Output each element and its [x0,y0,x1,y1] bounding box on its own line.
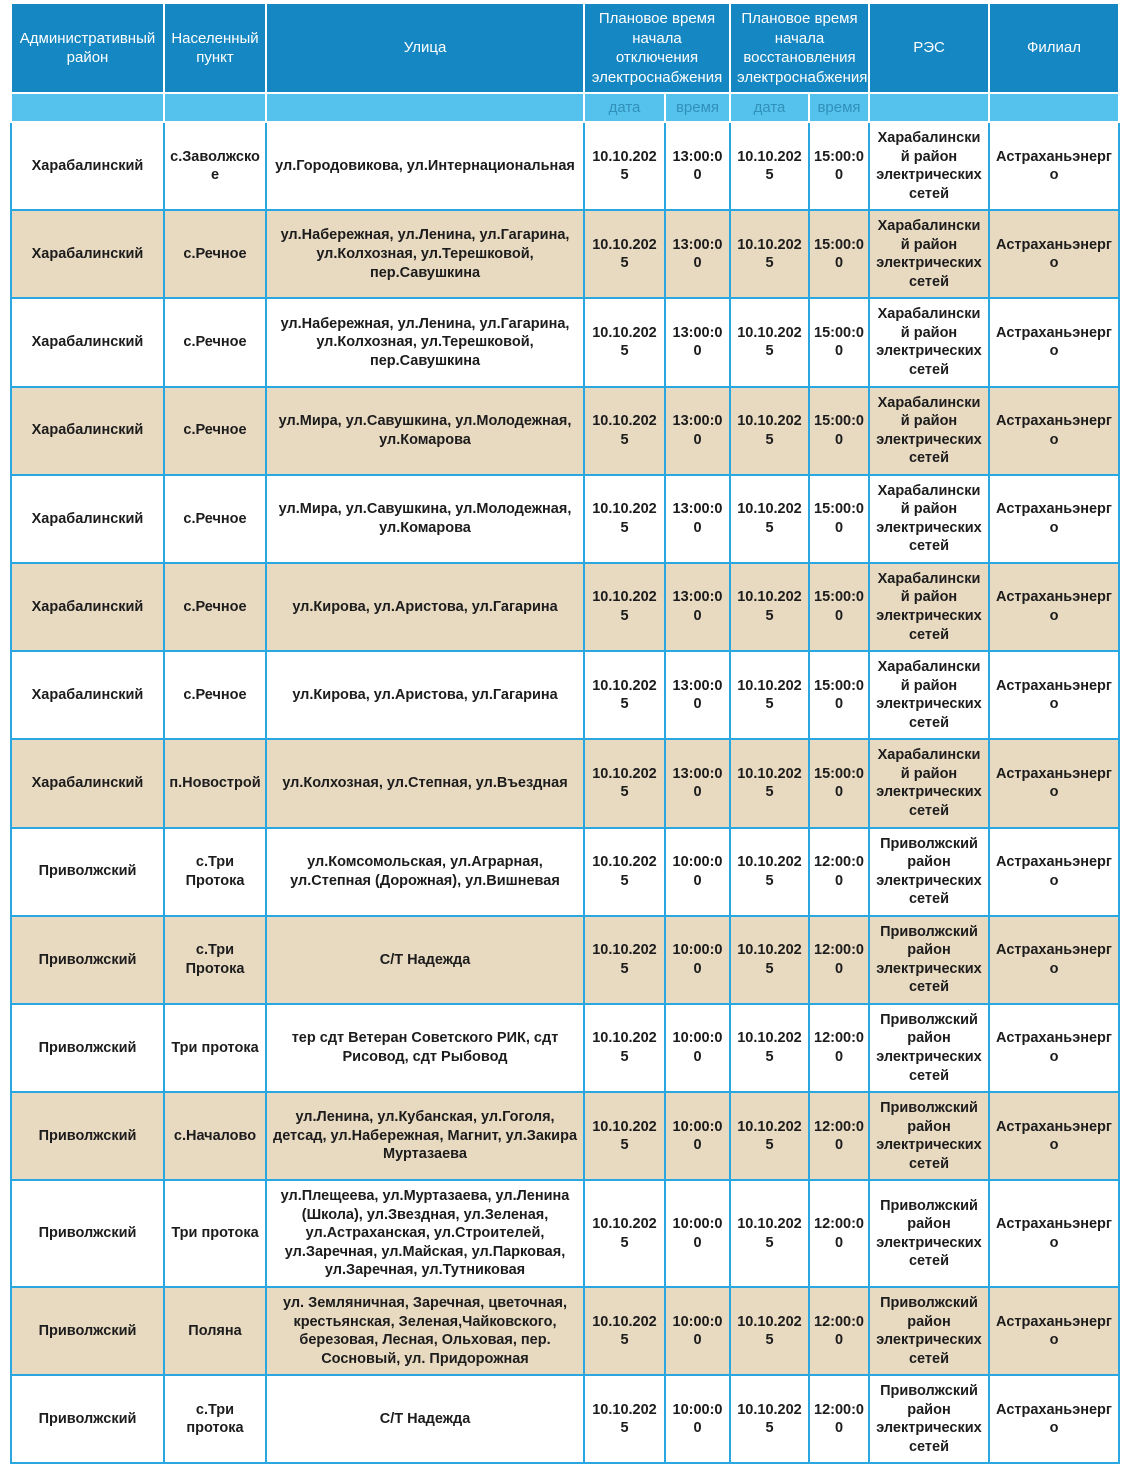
cell-streets: ул.Городовикова, ул.Интернациональная [266,122,584,210]
outage-schedule-table [10,2,1120,1464]
cell-admin-district: Харабалинский [11,387,164,475]
cell-outage-date: 10.10.2025 [584,387,665,475]
cell-settlement: с.Речное [164,387,266,475]
header-branch: Филиал [989,3,1119,93]
cell-outage-date: 10.10.2025 [584,210,665,298]
cell-res: Харабалинский район электрических сетей [869,298,989,386]
cell-outage-time: 13:00:00 [665,651,730,739]
cell-branch: Астраханьэнерго [989,387,1119,475]
cell-outage-date: 10.10.2025 [584,828,665,916]
cell-outage-date: 10.10.2025 [584,1287,665,1375]
cell-branch: Астраханьэнерго [989,651,1119,739]
cell-branch: Астраханьэнерго [989,1287,1119,1375]
cell-outage-time: 13:00:00 [665,387,730,475]
table-row [11,1375,1119,1463]
cell-outage-date: 10.10.2025 [584,475,665,563]
cell-admin-district: Приволжский [11,1180,164,1287]
cell-restore-time: 12:00:00 [809,916,869,1004]
cell-restore-date: 10.10.2025 [730,1004,809,1092]
cell-restore-date: 10.10.2025 [730,298,809,386]
cell-streets: ул.Ленина, ул.Кубанская, ул.Гоголя, детсад, ул.Набережная, Магнит, ул.Закира Муртазаева [266,1092,584,1180]
table-row [11,828,1119,916]
header-row-main [11,3,1119,93]
cell-outage-date: 10.10.2025 [584,651,665,739]
cell-outage-date: 10.10.2025 [584,916,665,1004]
cell-branch: Астраханьэнерго [989,122,1119,210]
cell-streets: тер сдт Ветеран Советского РИК, сдт Рисовод, сдт Рыбовод [266,1004,584,1092]
cell-settlement: с.Началово [164,1092,266,1180]
cell-settlement: с.Речное [164,563,266,651]
cell-settlement: с.Три Протока [164,916,266,1004]
cell-outage-time: 10:00:00 [665,1004,730,1092]
subheader-empty-res [869,93,989,122]
cell-outage-date: 10.10.2025 [584,739,665,827]
table-row [11,1180,1119,1287]
cell-streets: ул.Набережная, ул.Ленина, ул.Гагарина, ул.Колхозная, ул.Терешковой, пер.Савушкина [266,298,584,386]
cell-branch: Астраханьэнерго [989,475,1119,563]
cell-restore-time: 15:00:00 [809,475,869,563]
table-row [11,1092,1119,1180]
cell-streets: С/Т Надежда [266,916,584,1004]
cell-restore-date: 10.10.2025 [730,1092,809,1180]
cell-streets: ул.Набережная, ул.Ленина, ул.Гагарина, ул.Колхозная, ул.Терешковой, пер.Савушкина [266,210,584,298]
cell-restore-time: 12:00:00 [809,1180,869,1287]
cell-streets: ул.Плещеева, ул.Муртазаева, ул.Ленина (Школа), ул.Звездная, ул.Зеленая, ул.Астраханская, ул.Строителей, ул.Заречная, ул.Майская, ул.Парковая, ул.Заречная, ул.Тутниковая [266,1180,584,1287]
cell-outage-time: 10:00:00 [665,1375,730,1463]
cell-branch: Астраханьэнерго [989,1180,1119,1287]
cell-streets: ул.Кирова, ул.Аристова, ул.Гагарина [266,563,584,651]
cell-restore-time: 15:00:00 [809,651,869,739]
cell-restore-date: 10.10.2025 [730,387,809,475]
cell-branch: Астраханьэнерго [989,739,1119,827]
cell-branch: Астраханьэнерго [989,298,1119,386]
cell-res: Харабалинский район электрических сетей [869,475,989,563]
cell-settlement: с.Три протока [164,1375,266,1463]
cell-restore-time: 15:00:00 [809,298,869,386]
cell-restore-time: 15:00:00 [809,210,869,298]
cell-outage-time: 10:00:00 [665,1287,730,1375]
cell-settlement: Три протока [164,1004,266,1092]
cell-admin-district: Харабалинский [11,739,164,827]
cell-admin-district: Приволжский [11,916,164,1004]
cell-settlement: с.Речное [164,651,266,739]
cell-restore-date: 10.10.2025 [730,122,809,210]
cell-restore-date: 10.10.2025 [730,739,809,827]
cell-admin-district: Харабалинский [11,122,164,210]
cell-streets: ул.Кирова, ул.Аристова, ул.Гагарина [266,651,584,739]
header-res: РЭС [869,3,989,93]
table-row [11,298,1119,386]
cell-admin-district: Приволжский [11,828,164,916]
cell-res: Харабалинский район электрических сетей [869,122,989,210]
cell-restore-date: 10.10.2025 [730,651,809,739]
subheader-restore-time: время [809,93,869,122]
subheader-empty-settlement [164,93,266,122]
cell-admin-district: Приволжский [11,1092,164,1180]
cell-restore-date: 10.10.2025 [730,563,809,651]
cell-res: Приволжский район электрических сетей [869,1375,989,1463]
cell-res: Приволжский район электрических сетей [869,916,989,1004]
cell-outage-date: 10.10.2025 [584,1092,665,1180]
subheader-outage-date: дата [584,93,665,122]
cell-streets: ул. Земляничная, Заречная, цветочная, крестьянская, Зеленая,Чайковского, березовая, Лесная, Ольховая, пер. Сосновый, ул. Придорожная [266,1287,584,1375]
cell-admin-district: Харабалинский [11,563,164,651]
cell-res: Харабалинский район электрических сетей [869,563,989,651]
cell-outage-date: 10.10.2025 [584,1375,665,1463]
cell-res: Харабалинский район электрических сетей [869,739,989,827]
cell-streets: С/Т Надежда [266,1375,584,1463]
cell-res: Приволжский район электрических сетей [869,1180,989,1287]
header-street: Улица [266,3,584,93]
cell-outage-time: 13:00:00 [665,739,730,827]
cell-restore-date: 10.10.2025 [730,916,809,1004]
table-row [11,563,1119,651]
cell-outage-time: 10:00:00 [665,1180,730,1287]
cell-outage-time: 13:00:00 [665,298,730,386]
cell-restore-date: 10.10.2025 [730,1180,809,1287]
table-row [11,475,1119,563]
header-row-sub [11,93,1119,122]
cell-streets: ул.Комсомольская, ул.Аграрная, ул.Степная (Дорожная), ул.Вишневая [266,828,584,916]
cell-restore-date: 10.10.2025 [730,828,809,916]
cell-streets: ул.Мира, ул.Савушкина, ул.Молодежная, ул.Комарова [266,475,584,563]
cell-settlement: с.Речное [164,475,266,563]
cell-restore-date: 10.10.2025 [730,210,809,298]
cell-restore-time: 12:00:00 [809,828,869,916]
table-body [11,122,1119,1463]
cell-admin-district: Харабалинский [11,210,164,298]
table-header [11,3,1119,122]
cell-admin-district: Приволжский [11,1287,164,1375]
table-row [11,739,1119,827]
table-row [11,210,1119,298]
cell-settlement: Поляна [164,1287,266,1375]
cell-admin-district: Харабалинский [11,298,164,386]
cell-restore-time: 15:00:00 [809,387,869,475]
cell-admin-district: Харабалинский [11,651,164,739]
cell-outage-date: 10.10.2025 [584,563,665,651]
cell-res: Приволжский район электрических сетей [869,828,989,916]
cell-branch: Астраханьэнерго [989,563,1119,651]
cell-outage-time: 13:00:00 [665,563,730,651]
cell-outage-time: 10:00:00 [665,1092,730,1180]
cell-outage-time: 13:00:00 [665,475,730,563]
cell-restore-date: 10.10.2025 [730,1375,809,1463]
table-row [11,1287,1119,1375]
header-admin-district: Административный район [11,3,164,93]
cell-streets: ул.Мира, ул.Савушкина, ул.Молодежная, ул.Комарова [266,387,584,475]
cell-settlement: с.Три Протока [164,828,266,916]
cell-outage-time: 10:00:00 [665,828,730,916]
cell-admin-district: Харабалинский [11,475,164,563]
cell-res: Харабалинский район электрических сетей [869,387,989,475]
cell-res: Харабалинский район электрических сетей [869,210,989,298]
cell-branch: Астраханьэнерго [989,1092,1119,1180]
cell-admin-district: Приволжский [11,1004,164,1092]
cell-streets: ул.Колхозная, ул.Степная, ул.Въездная [266,739,584,827]
cell-restore-time: 15:00:00 [809,122,869,210]
header-settlement: Населенный пункт [164,3,266,93]
table-row [11,122,1119,210]
subheader-outage-time: время [665,93,730,122]
cell-branch: Астраханьэнерго [989,1004,1119,1092]
table-row [11,1004,1119,1092]
cell-restore-time: 12:00:00 [809,1375,869,1463]
cell-restore-time: 12:00:00 [809,1287,869,1375]
cell-outage-date: 10.10.2025 [584,1004,665,1092]
cell-outage-time: 13:00:00 [665,122,730,210]
cell-outage-time: 10:00:00 [665,916,730,1004]
cell-restore-time: 15:00:00 [809,563,869,651]
subheader-restore-date: дата [730,93,809,122]
cell-branch: Астраханьэнерго [989,828,1119,916]
cell-restore-time: 12:00:00 [809,1092,869,1180]
cell-restore-date: 10.10.2025 [730,1287,809,1375]
subheader-empty-branch [989,93,1119,122]
table-row [11,916,1119,1004]
cell-branch: Астраханьэнерго [989,1375,1119,1463]
subheader-empty-street [266,93,584,122]
cell-res: Приволжский район электрических сетей [869,1004,989,1092]
cell-outage-date: 10.10.2025 [584,298,665,386]
table-row [11,651,1119,739]
cell-outage-time: 13:00:00 [665,210,730,298]
header-restore-start: Плановое время начала восстановления электроснабжения [730,3,869,93]
cell-branch: Астраханьэнерго [989,210,1119,298]
cell-admin-district: Приволжский [11,1375,164,1463]
cell-settlement: Три протока [164,1180,266,1287]
subheader-empty-admin [11,93,164,122]
cell-branch: Астраханьэнерго [989,916,1119,1004]
cell-settlement: с.Заволжское [164,122,266,210]
cell-res: Приволжский район электрических сетей [869,1092,989,1180]
cell-outage-date: 10.10.2025 [584,1180,665,1287]
cell-restore-date: 10.10.2025 [730,475,809,563]
header-outage-start: Плановое время начала отключения электроснабжения [584,3,730,93]
cell-settlement: с.Речное [164,298,266,386]
cell-settlement: п.Новострой [164,739,266,827]
cell-restore-time: 15:00:00 [809,739,869,827]
cell-restore-time: 12:00:00 [809,1004,869,1092]
cell-res: Приволжский район электрических сетей [869,1287,989,1375]
cell-res: Харабалинский район электрических сетей [869,651,989,739]
cell-outage-date: 10.10.2025 [584,122,665,210]
cell-settlement: с.Речное [164,210,266,298]
table-row [11,387,1119,475]
